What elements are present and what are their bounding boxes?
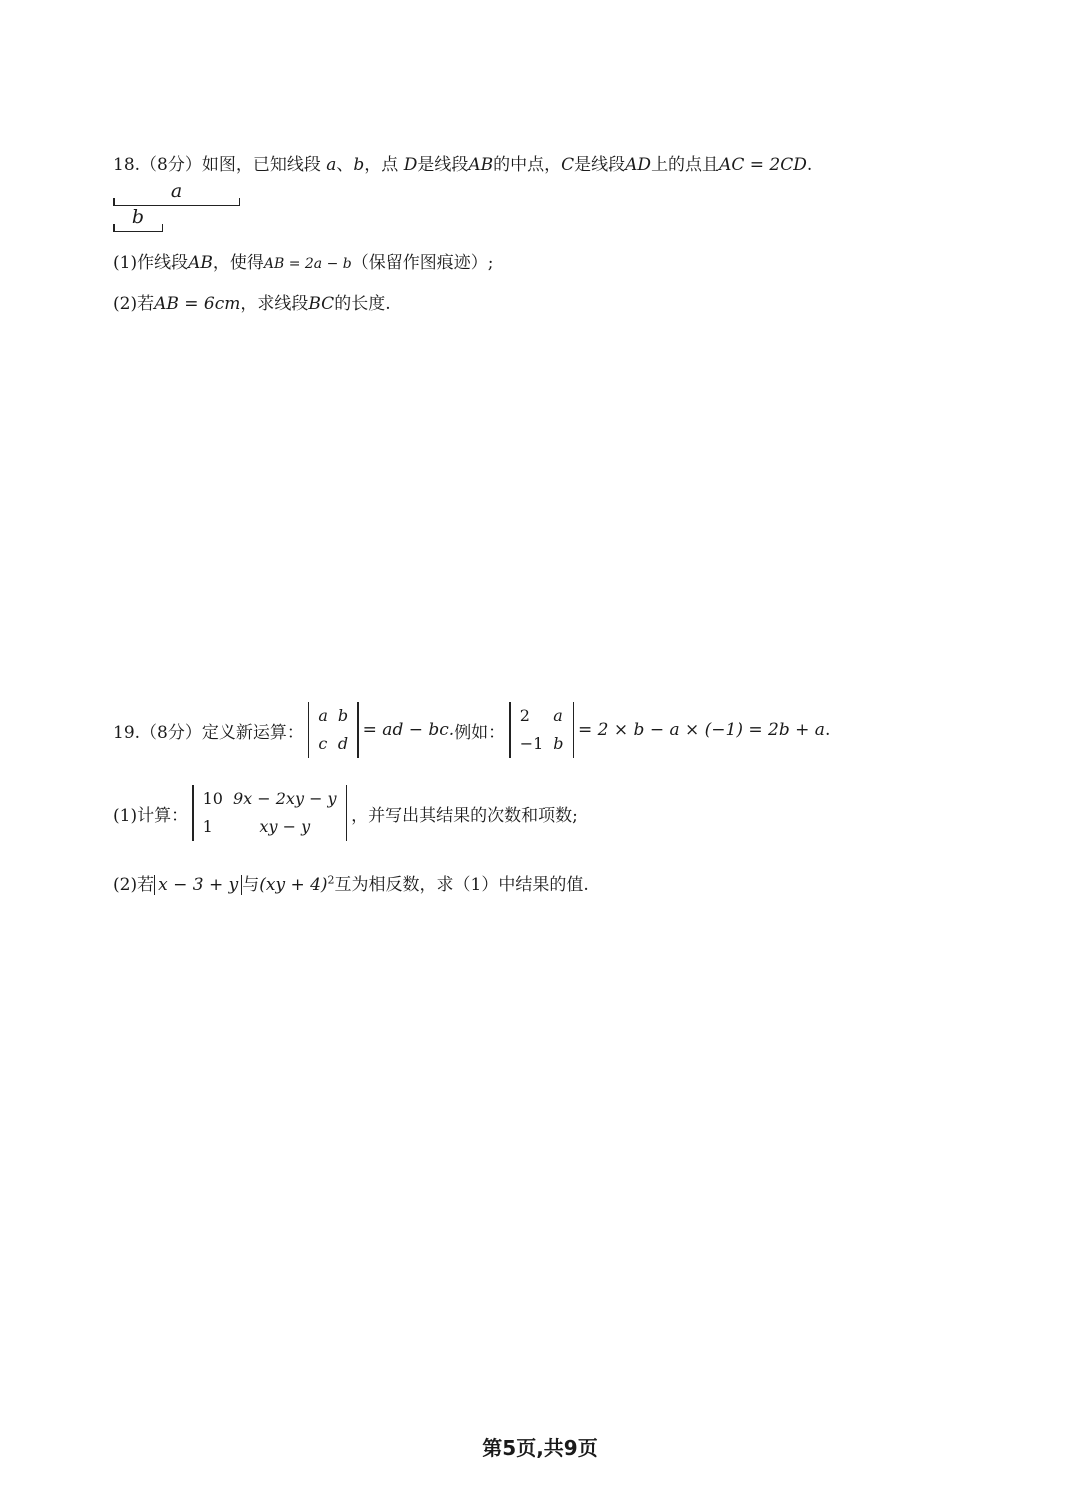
q18-stem: 18.（8分）如图，已知线段 a、b，点 D是线段AB的中点，C是线段AD上的点且AC = 2CD.	[113, 155, 813, 175]
determinant-example: 2 a −1 b	[505, 702, 578, 758]
page-number: 第5页,共9页	[482, 1436, 598, 1460]
determinant-compute: 10 9x − 2xy − y 1 xy − y	[188, 785, 351, 841]
segment-a: a	[113, 186, 240, 206]
q18-part2: (2)若AB = 6cm，求线段BC的长度.	[113, 294, 391, 314]
q19-part2: (2)若 x − 3 + y 与(xy + 4)$^2$互为相反数，求（1）中结果的值.	[113, 873, 589, 895]
q19-part1: (1)计算： 10 9x − 2xy − y 1 xy − y ，并写出其结果的次数和项数;	[113, 785, 578, 841]
segment-b: b	[113, 212, 163, 232]
q18-part1: (1)作线段AB，使得AB = 2a − b（保留作图痕迹）;	[113, 253, 494, 273]
determinant-definition: a b c d	[304, 702, 363, 758]
q19-stem: 19.（8分）定义新运算： a b c d = ad − bc. 例如： 2 a −1 b = 2 × b − a × (−1) = 2b + a .	[113, 702, 830, 758]
